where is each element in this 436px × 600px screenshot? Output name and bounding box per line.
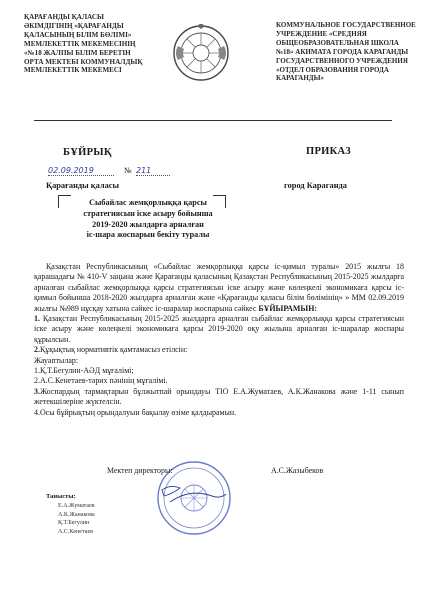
header-left-line: МЕМЛЕКЕТТІК МЕКЕМЕСІНІҢ: [24, 39, 136, 48]
header-left-line: МЕМЛЕКЕТТІК МЕКЕМЕСІ: [24, 66, 122, 75]
approval-name: Е.А.Жуматаев: [58, 503, 95, 509]
header-right-line: ОБЩЕОБРАЗОВАТЕЛЬНАЯ ШКОЛА: [276, 38, 399, 47]
order-keyword: БҰЙЫРАМЫН:: [258, 303, 318, 313]
approval-name: Қ.Т.Бегулин: [58, 520, 90, 527]
header-right-line: ГОСУДАРСТВЕННОГО УЧРЕЖДЕНИЯ: [276, 56, 408, 65]
header-left-line: ӘКІМДІГІНІҢ «ҚАРАҒАНДЫ: [24, 21, 124, 30]
item-4: 4.Осы бұйрықтың орындалуын бақылау өзіме қалдырамын.: [34, 407, 237, 417]
title-line: іс-шара жоспарын бекіту туралы: [86, 230, 210, 240]
order-title-ru: ПРИКАЗ: [306, 146, 352, 157]
title-line: Сыбайлас жемқорлыққа қарсы: [89, 198, 207, 207]
approval-name: А.К.Жанакова: [58, 511, 95, 518]
header-right-line: «ОТДЕЛ ОБРАЗОВАНИЯ ГОРОДА: [276, 65, 389, 74]
header-right-line: №18» АКИМАТА ГОРОДА КАРАГАНДЫ: [276, 47, 409, 56]
responsible-1: 1.Қ.Т.Бегулин-АӘД мұғалімі;: [34, 366, 134, 376]
item-1-text: Қазақстан Республикасының 2015-2025 жылдарға арналған сыбайлас жемқорлыққа қарсы стратегиясын іске асыру және көлеңкелі экономикаға қарсы 2019-2020 оқу жылына арналған іс-шаралар жоспары құрылсын.: [34, 314, 404, 344]
city-kz: Қарағанды қаласы: [46, 181, 120, 190]
header-left-line: ҚАЛАСЫНЫҢ БІЛІМ БӨЛІМІ»: [24, 30, 132, 39]
responsible-2: 2.А.С.Кенетаев-тарих пәнінің мұғалімі.: [34, 376, 168, 386]
order-date: 02.09.2019: [48, 166, 114, 176]
title-line: стратегиясын іске асыру бойынша: [83, 208, 213, 218]
approvals-heading: Танысты:: [46, 493, 76, 500]
signer-role: Мектеп директоры:: [107, 466, 173, 475]
kazakhstan-state-emblem-icon: [172, 24, 230, 82]
header-right-institution: [276, 21, 426, 83]
responsible-heading: Жауаптылар:: [34, 355, 79, 365]
header-left-line: ҚАРАҒАНДЫ ҚАЛАСЫ: [24, 13, 104, 21]
order-subject-title: [68, 198, 228, 241]
city-ru: город Караганда: [284, 181, 347, 190]
title-line: 2019-2020 жылдарға арналған: [92, 219, 204, 229]
order-date-number: [48, 166, 180, 178]
item-1-number: 1.: [34, 314, 40, 324]
approvals-list: [58, 502, 95, 536]
item-2: [34, 345, 404, 355]
number-sign: №: [124, 166, 132, 175]
preamble-text: Қазақстан Республикасының «Сыбайлас жемқорлыққа қарсы іс-қимыл туралы» 2015 жылғы 18 қарашадағы № 410-V заңына және Қарағанды қаласының Қазақстан Республикасының 2015-2025 жылдарға арналған сыбайлас жемқорлыққа қарсы стратегиясын іске асыру және көлеңкелі экономикаға қарсы іс-қимыл бойынша 2018-2020 жылдарға арналған және «Қарағанды қаласы білім бөлімінің» » ММ 02.09.2019 жылғы №989 нұсқау хатына сәйкес іс-шаралар жоспарына сәйкес: [34, 262, 404, 313]
header-left-institution: [24, 13, 166, 75]
header-right-line: УЧРЕЖДЕНИЕ «СРЕДНЯЯ: [276, 29, 367, 38]
preamble-paragraph: [34, 262, 404, 314]
order-number: 211: [136, 166, 170, 176]
header-right-line: КАРАГАНДЫ»: [276, 74, 324, 83]
order-title-kz: БҰЙРЫҚ: [63, 147, 112, 158]
signer-name: А.С.Жазыбеков: [271, 466, 324, 475]
item-3: [34, 387, 404, 408]
header-left-line: «№18 ЖАЛПЫ БІЛІМ БЕРЕТІН: [24, 48, 131, 57]
order-body: [34, 262, 404, 418]
header-divider: [34, 120, 392, 121]
item-3-text: Жоспардың тармақтарын бұлжытпай орындауы ТІО Е.А.Жуматаев, А.К.Жанакова және 1-11 сынып жетекшілеріне жүктелсін.: [34, 386, 404, 407]
header-right-line: КОММУНАЛЬНОЕ ГОСУДАРСТВЕННОЕ: [276, 21, 416, 29]
item-2-number: 2.: [34, 345, 40, 355]
item-2-text: Құқықтық нормативтік қамтамасыз етілсін:: [39, 345, 188, 355]
item-1: [34, 314, 404, 345]
approval-name: А.С.Кенетаев: [58, 528, 94, 535]
header-left-line: ОРТА МЕКТЕБІ КОММУНАЛДЫҚ: [24, 57, 143, 66]
item-3-number: 3.: [34, 386, 40, 396]
